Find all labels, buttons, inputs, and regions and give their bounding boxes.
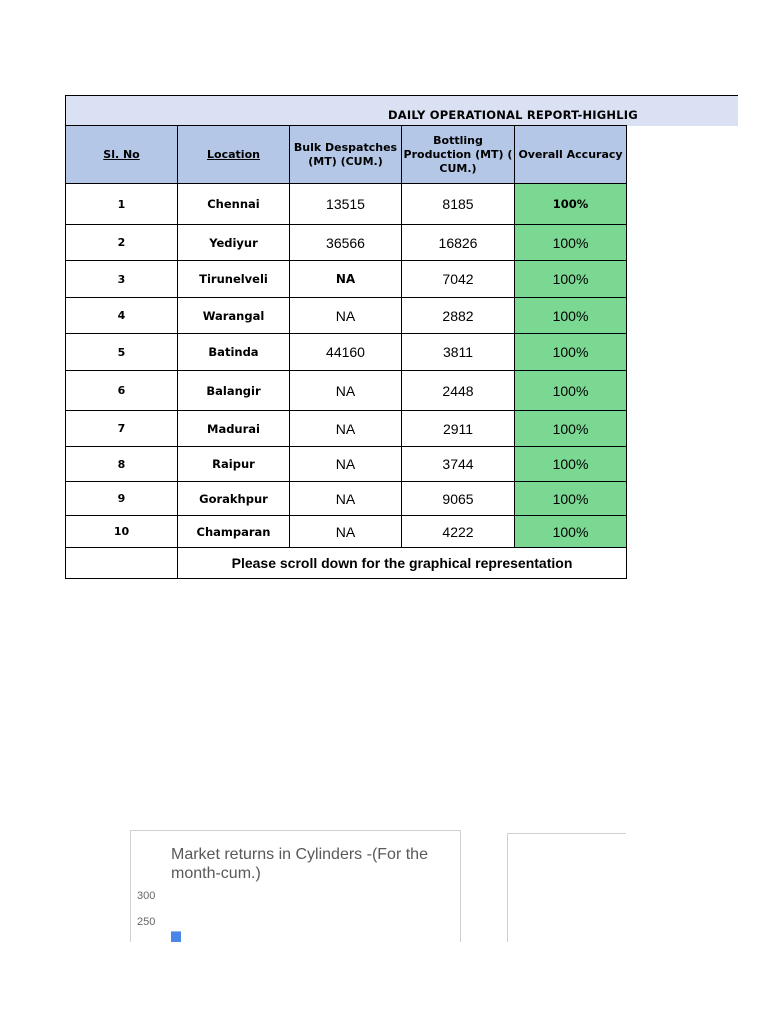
cell-sl-no: 6 <box>66 371 178 411</box>
cell-bottling: 3744 <box>402 447 515 482</box>
cell-sl-no: 1 <box>66 184 178 225</box>
cell-accuracy: 100% <box>515 447 627 482</box>
report-title: DAILY OPERATIONAL REPORT-HIGHLIG <box>388 108 638 122</box>
cell-location: Madurai <box>178 411 290 447</box>
header-location: Location <box>178 126 290 184</box>
table-row <box>66 447 627 482</box>
table-row <box>66 411 627 447</box>
table-row <box>66 261 627 298</box>
header-bottling-production: Bottling Production (MT) ( CUM.) <box>402 126 515 184</box>
y-tick-label: 300 <box>137 890 156 902</box>
table-row <box>66 516 627 548</box>
cell-accuracy: 100% <box>515 184 627 225</box>
cell-accuracy: 100% <box>515 371 627 411</box>
cell-location: Champaran <box>178 516 290 548</box>
cell-sl-no: 4 <box>66 298 178 334</box>
note-row <box>66 548 627 579</box>
cell-bulk: NA <box>290 261 402 298</box>
market-returns-chart <box>130 830 461 950</box>
operational-report-table <box>65 125 627 579</box>
cell-bulk: NA <box>290 482 402 516</box>
cell-accuracy: 100% <box>515 298 627 334</box>
table-row <box>66 298 627 334</box>
cell-sl-no: 10 <box>66 516 178 548</box>
cell-accuracy: 100% <box>515 482 627 516</box>
cell-accuracy: 100% <box>515 334 627 371</box>
cell-accuracy: 100% <box>515 516 627 548</box>
table-row <box>66 371 627 411</box>
cell-accuracy: 100% <box>515 411 627 447</box>
y-tick-label: 250 <box>137 916 156 928</box>
header-overall-accuracy: Overall Accuracy <box>515 126 627 184</box>
cell-bulk: NA <box>290 411 402 447</box>
cell-sl-no: 3 <box>66 261 178 298</box>
cell-sl-no: 8 <box>66 447 178 482</box>
table-row <box>66 482 627 516</box>
cell-location: Chennai <box>178 184 290 225</box>
scroll-note <box>178 548 627 579</box>
cell-bottling: 3811 <box>402 334 515 371</box>
cell-location: Gorakhpur <box>178 482 290 516</box>
cell-bulk: 44160 <box>290 334 402 371</box>
cell-accuracy: 100% <box>515 261 627 298</box>
header-row <box>66 126 627 184</box>
scroll-note-text: Please scroll down for the graphical representation <box>231 555 573 571</box>
table-row <box>66 334 627 371</box>
cell-bottling: 2911 <box>402 411 515 447</box>
header-bulk-despatches: Bulk Despatches (MT) (CUM.) <box>290 126 402 184</box>
cell-bulk: 13515 <box>290 184 402 225</box>
cell-location: Yediyur <box>178 225 290 261</box>
cell-location: Raipur <box>178 447 290 482</box>
report-title-band <box>65 95 738 126</box>
cell-sl-no: 2 <box>66 225 178 261</box>
cell-sl-no: 7 <box>66 411 178 447</box>
cell-sl-no: 5 <box>66 334 178 371</box>
cell-location: Warangal <box>178 298 290 334</box>
cell-location: Tirunelveli <box>178 261 290 298</box>
table-row <box>66 184 627 225</box>
cell-bottling: 2882 <box>402 298 515 334</box>
cell-bulk: NA <box>290 516 402 548</box>
cell-bottling: 7042 <box>402 261 515 298</box>
cell-bottling: 8185 <box>402 184 515 225</box>
table-row <box>66 225 627 261</box>
cell-bottling: 4222 <box>402 516 515 548</box>
chart-title: Market returns in Cylinders -(For the month-cum.) <box>171 846 428 882</box>
cell-bulk: 36566 <box>290 225 402 261</box>
cell-bulk: NA <box>290 371 402 411</box>
cell-bulk: NA <box>290 447 402 482</box>
cell-bottling: 16826 <box>402 225 515 261</box>
note-blank-cell <box>66 548 178 579</box>
second-chart-card <box>507 833 626 950</box>
cell-sl-no: 9 <box>66 482 178 516</box>
cell-bulk: NA <box>290 298 402 334</box>
header-sl-no: Sl. No <box>66 126 178 184</box>
cell-location: Balangir <box>178 371 290 411</box>
cell-bottling: 9065 <box>402 482 515 516</box>
page-bottom-blank <box>0 942 768 1024</box>
chart-plot <box>131 831 461 950</box>
cell-bottling: 2448 <box>402 371 515 411</box>
cell-location: Batinda <box>178 334 290 371</box>
cell-accuracy: 100% <box>515 225 627 261</box>
